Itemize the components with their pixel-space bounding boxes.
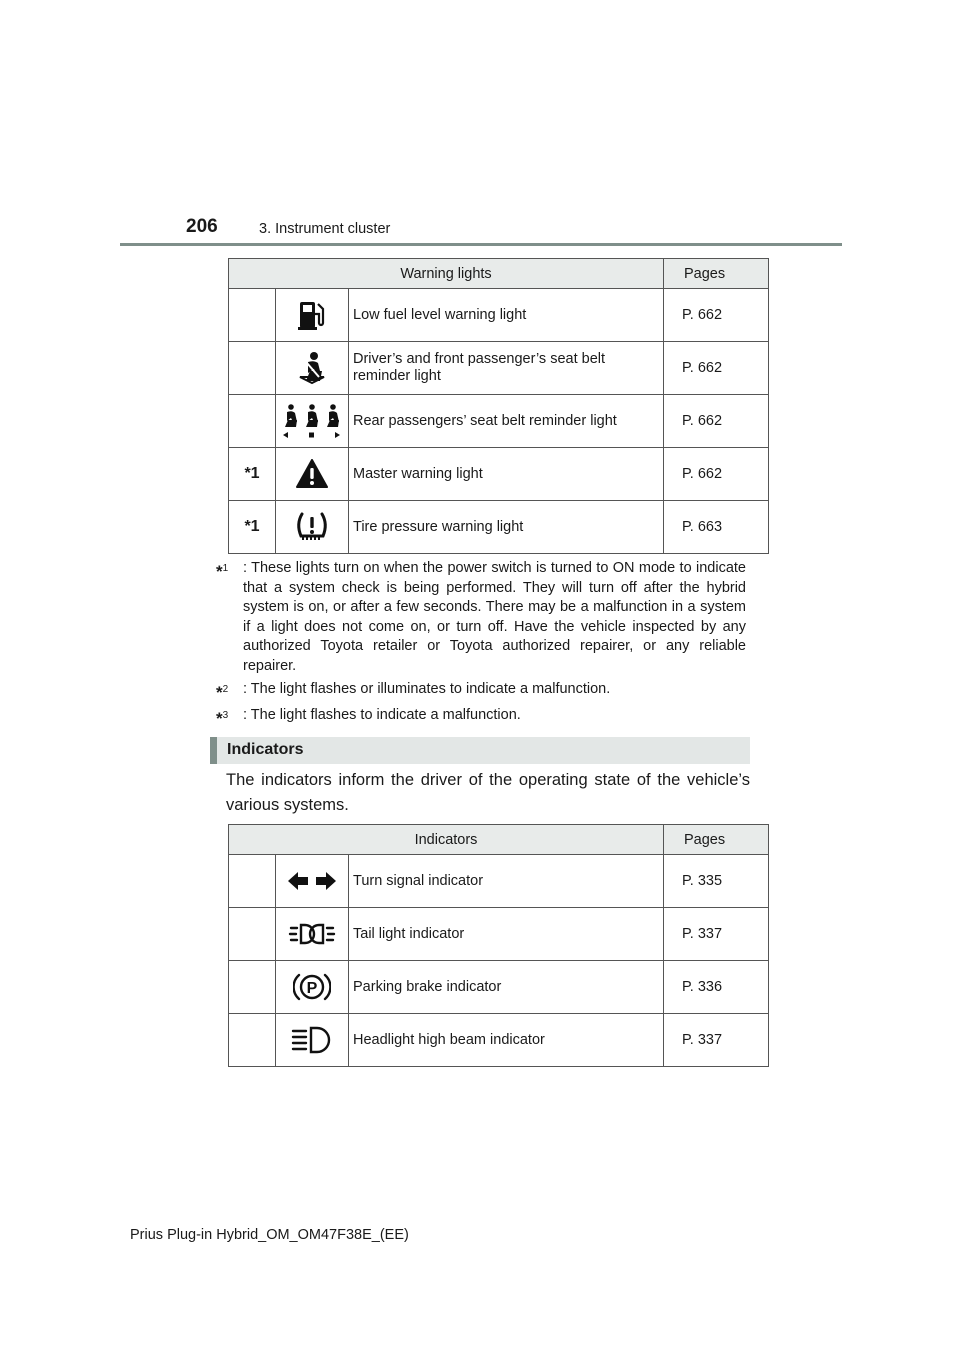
page-ref: P. 336 — [664, 961, 769, 1014]
table-row — [229, 1014, 769, 1067]
row-label: Low fuel level warning light — [349, 289, 664, 342]
page-ref: P. 662 — [664, 289, 769, 342]
turn-signal-arrows-icon — [287, 870, 337, 892]
row-label: Parking brake indicator — [349, 961, 664, 1014]
table-row — [229, 501, 769, 554]
footnote-number: 3 — [222, 710, 229, 721]
row-label: Driver’s and front passenger’s seat belt reminder light — [349, 342, 664, 395]
tire-pressure-icon — [294, 510, 330, 544]
note-cell — [229, 448, 276, 501]
high-beam-icon — [291, 1026, 333, 1054]
footnote-mark: *1 — [244, 518, 260, 535]
page-ref: P. 663 — [664, 501, 769, 554]
indicators-heading-text: Indicators — [227, 741, 304, 758]
page-ref: P. 337 — [664, 908, 769, 961]
col-header-warning-lights: Warning lights — [229, 259, 664, 289]
note-cell — [229, 395, 276, 448]
row-label: Master warning light — [349, 448, 664, 501]
page-ref: P. 337 — [664, 1014, 769, 1067]
section-title: 3. Instrument cluster — [259, 221, 391, 237]
table-row — [229, 855, 769, 908]
table-row — [229, 342, 769, 395]
footnote-star: * — [216, 708, 223, 728]
warning-lights-table — [228, 258, 769, 554]
note-cell — [229, 342, 276, 395]
header-rule — [120, 243, 842, 246]
footnote-1 — [216, 559, 746, 676]
row-label: Rear passengers’ seat belt reminder light — [349, 395, 664, 448]
table-row — [229, 448, 769, 501]
footnote-text: : The light flashes to indicate a malfunction. — [243, 707, 521, 723]
icon-cell — [276, 961, 349, 1014]
footnote-2 — [216, 680, 746, 700]
col-header-pages: Pages — [664, 825, 769, 855]
page-ref: P. 335 — [664, 855, 769, 908]
table-row — [229, 289, 769, 342]
note-cell — [229, 961, 276, 1014]
icon-cell — [276, 448, 349, 501]
footnote-mark: *1 — [244, 465, 260, 482]
tail-light-icon — [288, 922, 336, 946]
footnote-3 — [216, 706, 746, 726]
page-ref: P. 662 — [664, 342, 769, 395]
icon-cell — [276, 395, 349, 448]
icon-cell — [276, 855, 349, 908]
warning-triangle-icon — [296, 459, 328, 489]
footnote-text: : These lights turn on when the power switch is turned to ON mode to indicate that a system check is being performed. They will turn off after the hybrid system is on, or after a few seconds. There may be a malfunction in a system if a light does not come on, or turn off. Have the vehicle inspected by any authorized Toyota retailer or Toyota authorized repairer, or any reliable repairer. — [243, 560, 746, 674]
icon-cell — [276, 908, 349, 961]
indicators-heading — [210, 737, 750, 764]
indicators-intro: The indicators inform the driver of the operating state of the vehicle’s various systems. — [226, 771, 750, 814]
row-label: Turn signal indicator — [349, 855, 664, 908]
icon-cell — [276, 342, 349, 395]
footnote-star: * — [216, 682, 223, 702]
table-row — [229, 908, 769, 961]
svg-text:P: P — [306, 980, 318, 997]
rear-seat-belt-icon — [279, 403, 345, 439]
table-row — [229, 395, 769, 448]
note-cell — [229, 289, 276, 342]
footnote-text: : The light flashes or illuminates to indicate a malfunction. — [243, 681, 611, 697]
footnote-number: 1 — [222, 563, 229, 574]
note-cell — [229, 1014, 276, 1067]
fuel-pump-icon — [297, 298, 327, 332]
col-header-indicators: Indicators — [229, 825, 664, 855]
row-label: Headlight high beam indicator — [349, 1014, 664, 1067]
footnote-star: * — [216, 561, 223, 581]
col-header-pages: Pages — [664, 259, 769, 289]
row-label: Tail light indicator — [349, 908, 664, 961]
note-cell — [229, 855, 276, 908]
row-label: Tire pressure warning light — [349, 501, 664, 554]
icon-cell — [276, 501, 349, 554]
page-ref: P. 662 — [664, 395, 769, 448]
table-row — [229, 961, 769, 1014]
note-cell — [229, 908, 276, 961]
page-number: 206 — [186, 216, 218, 237]
indicators-table — [228, 824, 769, 1067]
document-footer: Prius Plug-in Hybrid_OM_OM47F38E_(EE) — [130, 1227, 409, 1243]
icon-cell — [276, 289, 349, 342]
page-ref: P. 662 — [664, 448, 769, 501]
parking-brake-icon — [293, 971, 331, 1003]
seat-belt-icon — [297, 351, 327, 385]
note-cell — [229, 501, 276, 554]
footnote-number: 2 — [222, 684, 229, 695]
icon-cell — [276, 1014, 349, 1067]
